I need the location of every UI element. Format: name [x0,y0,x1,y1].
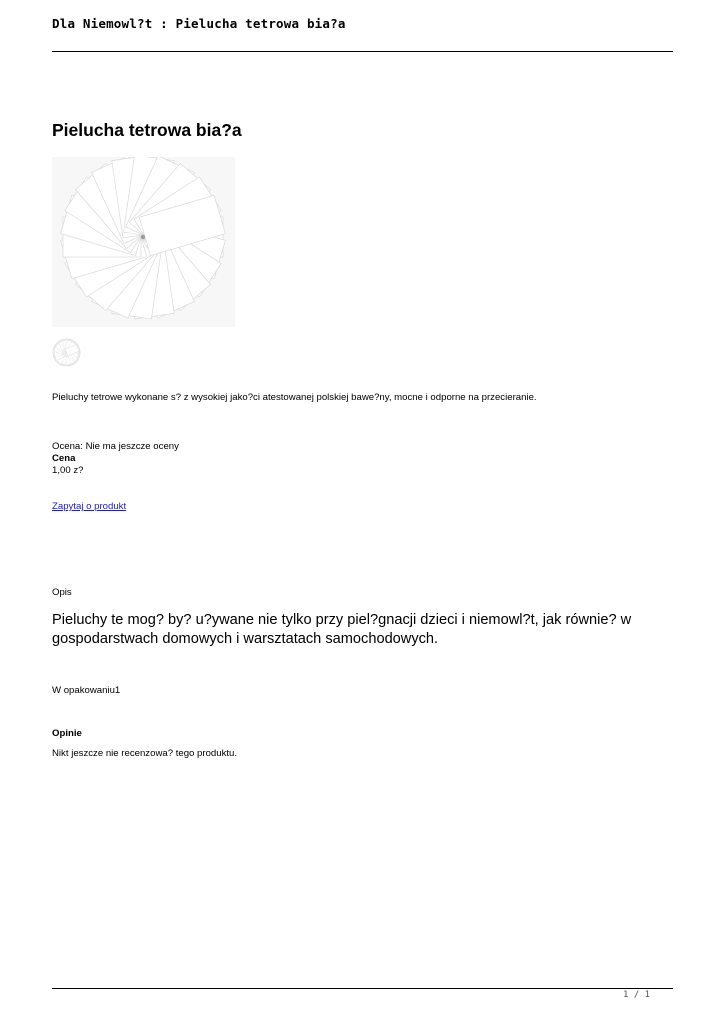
diapers-fan-illustration [52,157,235,327]
product-rating: Ocena: Nie ma jeszcze oceny [52,441,179,452]
package-contents: W opakowaniu1 [52,685,121,696]
product-description: Pieluchy te mog? by? u?ywane nie tylko przy piel?gnacji dzieci i niemowl?t, jak równie? w gospodarstwach domowych i warsztatach samochodowych. [52,612,632,647]
reviews-title: Opinie [52,728,82,739]
description-label: Opis [52,587,72,598]
ask-about-product-link[interactable]: Zapytaj o produkt [52,501,127,512]
product-main-image[interactable] [52,157,235,327]
product-thumbnail[interactable] [52,338,81,367]
footer-divider [52,988,673,989]
product-title: Pielucha tetrowa bia?a [52,120,242,140]
header-divider [52,51,673,52]
page-number: 1 / 1 [623,990,651,1000]
product-short-description: Pieluchy tetrowe wykonane s? z wysokiej jako?ci atestowanej polskiej bawe?ny, mocne i odporne na przecieranie. [52,392,537,403]
thumbnail-illustration [52,338,81,367]
price-value: 1,00 z? [52,465,84,476]
reviews-empty-message: Nikt jeszcze nie recenzowa? tego produktu. [52,748,238,759]
price-label: Cena [52,453,76,464]
page-header-title: Dla Niemowl?t : Pielucha tetrowa bia?a [52,16,346,31]
